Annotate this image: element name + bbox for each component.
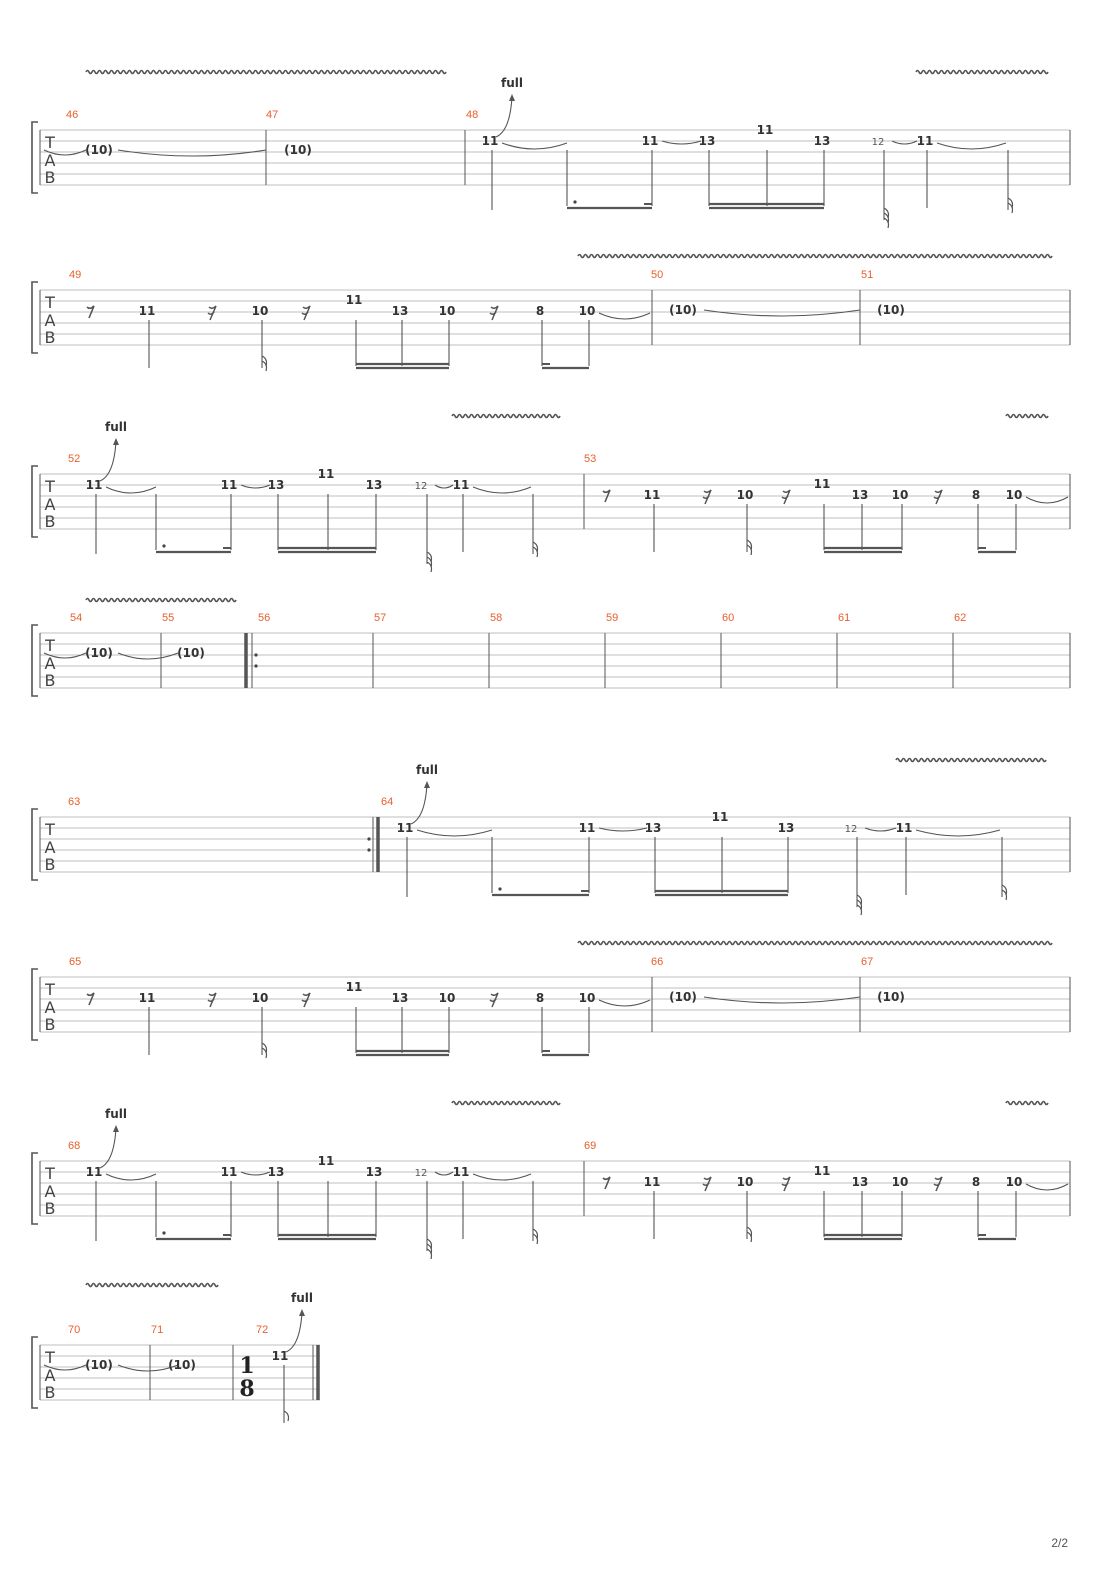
- fret-number: 10: [736, 488, 754, 502]
- fret-number: 10: [251, 304, 269, 318]
- held-note: (10): [177, 646, 205, 660]
- tie: [435, 1172, 453, 1175]
- tie: [106, 487, 156, 493]
- system-bracket: [32, 969, 38, 1040]
- fret-number: 11: [138, 991, 156, 1005]
- tab-letter-b: B: [44, 1199, 56, 1218]
- held-note: (10): [85, 1358, 113, 1372]
- tab-letter-b: B: [44, 671, 56, 690]
- tab-letter-b: B: [44, 512, 56, 531]
- dot: [254, 664, 257, 667]
- fret-number: 13: [365, 1165, 383, 1179]
- fret-number: 10: [1005, 1175, 1023, 1189]
- grace-note: 12: [844, 824, 858, 835]
- fret-number: 11: [85, 1165, 103, 1179]
- sixteenth-rest: [302, 306, 310, 320]
- tie: [241, 1172, 270, 1175]
- tab-letter-t: T: [45, 980, 55, 999]
- note-flag: [1008, 203, 1013, 213]
- fret-number: 11: [578, 821, 596, 835]
- fret-number: 10: [578, 304, 596, 318]
- tie: [435, 485, 453, 488]
- tab-letter-a: A: [44, 495, 56, 514]
- dot: [573, 200, 576, 203]
- tab-letter-b: B: [44, 168, 56, 187]
- bend-arrow: [100, 1128, 116, 1168]
- tie: [937, 143, 1006, 149]
- measure-number: 57: [374, 612, 387, 624]
- tie: [118, 150, 266, 156]
- tie: [106, 1174, 156, 1180]
- time-signature-top: 1: [239, 1353, 255, 1379]
- fret-number: 11: [396, 821, 414, 835]
- fret-number: 10: [578, 991, 596, 1005]
- grace-note: 12: [414, 1168, 428, 1179]
- measure-number: 68: [68, 1140, 81, 1152]
- fret-number: 13: [851, 488, 869, 502]
- note-flag: [262, 361, 267, 371]
- system-bracket: [32, 1337, 38, 1408]
- system-bracket: [32, 625, 38, 696]
- measure-number: 69: [584, 1140, 597, 1152]
- fret-number: 11: [641, 134, 659, 148]
- sixteenth-rest: [302, 993, 310, 1007]
- bend-arrowhead: [113, 438, 119, 445]
- fret-number: 8: [971, 1175, 981, 1189]
- fret-number: 11: [813, 477, 831, 491]
- dot: [162, 1231, 165, 1234]
- fret-number: 11: [317, 1154, 335, 1168]
- measure-number: 55: [162, 612, 175, 624]
- fret-number: 11: [481, 134, 499, 148]
- measure-number: 52: [68, 453, 81, 465]
- fret-number: 11: [916, 134, 934, 148]
- fret-number: 11: [452, 478, 470, 492]
- tab-letter-a: A: [44, 1366, 56, 1385]
- fret-number: 13: [391, 991, 409, 1005]
- dot: [367, 837, 370, 840]
- measure-number: 59: [606, 612, 619, 624]
- vibrato-line: [452, 415, 560, 418]
- note-flag: [884, 218, 889, 228]
- measure-number: 70: [68, 1324, 81, 1336]
- fret-number: 13: [365, 478, 383, 492]
- tie: [916, 830, 1000, 836]
- tab-letter-t: T: [45, 1164, 55, 1183]
- fret-number: 13: [813, 134, 831, 148]
- held-note: (10): [669, 990, 697, 1004]
- tab-letter-t: T: [45, 293, 55, 312]
- tie: [502, 143, 567, 149]
- fret-number: 11: [220, 1165, 238, 1179]
- bend-label: full: [291, 1291, 313, 1305]
- vibrato-line: [86, 599, 236, 602]
- sixteenth-rest: [703, 490, 711, 504]
- fret-number: 13: [777, 821, 795, 835]
- fret-number: 11: [813, 1164, 831, 1178]
- held-note: (10): [669, 303, 697, 317]
- measure-number: 53: [584, 453, 597, 465]
- sixteenth-rest: [208, 993, 216, 1007]
- vibrato-line: [916, 71, 1048, 74]
- measure-number: 61: [838, 612, 851, 624]
- vibrato-line: [86, 1284, 218, 1287]
- fret-number: 11: [345, 980, 363, 994]
- fret-number: 13: [851, 1175, 869, 1189]
- tab-letter-a: A: [44, 654, 56, 673]
- tie: [662, 141, 701, 144]
- note-flag: [533, 1234, 538, 1244]
- fret-number: 11: [271, 1349, 289, 1363]
- fret-number: 11: [317, 467, 335, 481]
- time-signature-bottom: 8: [239, 1376, 255, 1402]
- bend-label: full: [501, 76, 523, 90]
- bend-arrowhead: [509, 94, 515, 101]
- bend-arrow: [496, 97, 512, 137]
- fret-number: 11: [85, 478, 103, 492]
- measure-number: 66: [651, 956, 664, 968]
- measure-number: 54: [70, 612, 83, 624]
- measure-number: 48: [466, 109, 479, 121]
- tie: [599, 828, 647, 831]
- tie: [473, 487, 531, 493]
- fret-number: 10: [438, 991, 456, 1005]
- fret-number: 13: [644, 821, 662, 835]
- measure-number: 56: [258, 612, 271, 624]
- tab-letter-a: A: [44, 838, 56, 857]
- fret-number: 10: [438, 304, 456, 318]
- fret-number: 10: [1005, 488, 1023, 502]
- fret-number: 8: [535, 991, 545, 1005]
- fret-number: 11: [756, 123, 774, 137]
- held-note: (10): [85, 143, 113, 157]
- sixteenth-rest: [782, 1177, 790, 1191]
- system-bracket: [32, 122, 38, 193]
- tie: [1026, 1184, 1068, 1190]
- vibrato-line: [896, 759, 1046, 762]
- tab-letter-b: B: [44, 1383, 56, 1402]
- bend-arrow: [411, 784, 427, 824]
- fret-number: 13: [267, 1165, 285, 1179]
- tab-letter-b: B: [44, 855, 56, 874]
- dot: [254, 653, 257, 656]
- bend-arrowhead: [424, 781, 430, 788]
- measure-number: 72: [256, 1324, 269, 1336]
- note-flag: [427, 562, 432, 572]
- sixteenth-rest: [703, 1177, 711, 1191]
- note-flag: [262, 1048, 267, 1058]
- tie: [599, 1000, 650, 1006]
- fret-number: 11: [895, 821, 913, 835]
- fret-number: 13: [698, 134, 716, 148]
- measure-number: 60: [722, 612, 735, 624]
- fret-number: 11: [643, 1175, 661, 1189]
- tie: [599, 313, 650, 319]
- sixteenth-rest: [490, 306, 498, 320]
- note-flag: [747, 545, 752, 555]
- tab-letter-t: T: [45, 636, 55, 655]
- sixteenth-rest: [208, 306, 216, 320]
- system-bracket: [32, 1153, 38, 1224]
- sixteenth-rest: [934, 1177, 942, 1191]
- measure-number: 65: [69, 956, 82, 968]
- held-note: (10): [284, 143, 312, 157]
- tab-letter-t: T: [45, 820, 55, 839]
- measure-number: 64: [381, 796, 394, 808]
- grace-note: 12: [414, 481, 428, 492]
- measure-number: 62: [954, 612, 967, 624]
- fret-number: 11: [220, 478, 238, 492]
- fret-number: 11: [345, 293, 363, 307]
- note-flag: [427, 1249, 432, 1259]
- measure-number: 67: [861, 956, 874, 968]
- measure-number: 58: [490, 612, 503, 624]
- tie: [865, 828, 896, 831]
- system-bracket: [32, 809, 38, 880]
- fret-number: 8: [971, 488, 981, 502]
- fret-number: 8: [535, 304, 545, 318]
- dot: [162, 544, 165, 547]
- bend-arrow: [100, 441, 116, 481]
- measure-number: 47: [266, 109, 279, 121]
- grace-note: 12: [871, 137, 885, 148]
- fret-number: 11: [643, 488, 661, 502]
- sixteenth-rest: [782, 490, 790, 504]
- fret-number: 13: [391, 304, 409, 318]
- note-flag: [857, 905, 862, 915]
- note-flag: [533, 547, 538, 557]
- fret-number: 11: [138, 304, 156, 318]
- fret-number: 11: [452, 1165, 470, 1179]
- measure-number: 49: [69, 269, 82, 281]
- held-note: (10): [877, 990, 905, 1004]
- measure-number: 46: [66, 109, 79, 121]
- bend-arrow: [286, 1312, 302, 1352]
- vibrato-line: [1006, 415, 1048, 418]
- tie: [704, 310, 860, 316]
- tie: [417, 830, 492, 836]
- held-note: (10): [168, 1358, 196, 1372]
- measure-number: 63: [68, 796, 81, 808]
- dot: [367, 848, 370, 851]
- tie: [1026, 497, 1068, 503]
- fret-number: 10: [891, 1175, 909, 1189]
- note-flag: [747, 1232, 752, 1242]
- fret-number: 11: [711, 810, 729, 824]
- measure-number: 51: [861, 269, 874, 281]
- fret-number: 10: [736, 1175, 754, 1189]
- tie: [241, 485, 270, 488]
- vibrato-line: [1006, 1102, 1048, 1105]
- note-flag: [284, 1411, 289, 1421]
- fret-number: 10: [251, 991, 269, 1005]
- tab-letter-a: A: [44, 1182, 56, 1201]
- tab-letter-t: T: [45, 477, 55, 496]
- held-note: (10): [877, 303, 905, 317]
- held-note: (10): [85, 646, 113, 660]
- tie: [118, 653, 178, 659]
- sixteenth-rest: [934, 490, 942, 504]
- bend-label: full: [105, 420, 127, 434]
- tab-letter-a: A: [44, 151, 56, 170]
- system-bracket: [32, 282, 38, 353]
- vibrato-line: [578, 255, 1052, 258]
- measure-number: 50: [651, 269, 664, 281]
- note-flag: [1002, 890, 1007, 900]
- measure-number: 71: [151, 1324, 164, 1336]
- fret-number: 13: [267, 478, 285, 492]
- tie: [704, 997, 860, 1003]
- fret-number: 10: [891, 488, 909, 502]
- vibrato-line: [86, 71, 446, 74]
- tab-letter-b: B: [44, 328, 56, 347]
- tab-letter-t: T: [45, 1348, 55, 1367]
- page-number: 2/2: [1051, 1536, 1068, 1550]
- bend-label: full: [416, 763, 438, 777]
- bend-label: full: [105, 1107, 127, 1121]
- sixteenth-rest: [490, 993, 498, 1007]
- vibrato-line: [578, 942, 1052, 945]
- dot: [498, 887, 501, 890]
- tie: [892, 141, 917, 144]
- tab-letter-a: A: [44, 998, 56, 1017]
- tab-letter-a: A: [44, 311, 56, 330]
- bend-arrowhead: [299, 1309, 305, 1316]
- bend-arrowhead: [113, 1125, 119, 1132]
- tab-letter-t: T: [45, 133, 55, 152]
- system-bracket: [32, 466, 38, 537]
- tab-letter-b: B: [44, 1015, 56, 1034]
- vibrato-line: [452, 1102, 560, 1105]
- tie: [473, 1174, 531, 1180]
